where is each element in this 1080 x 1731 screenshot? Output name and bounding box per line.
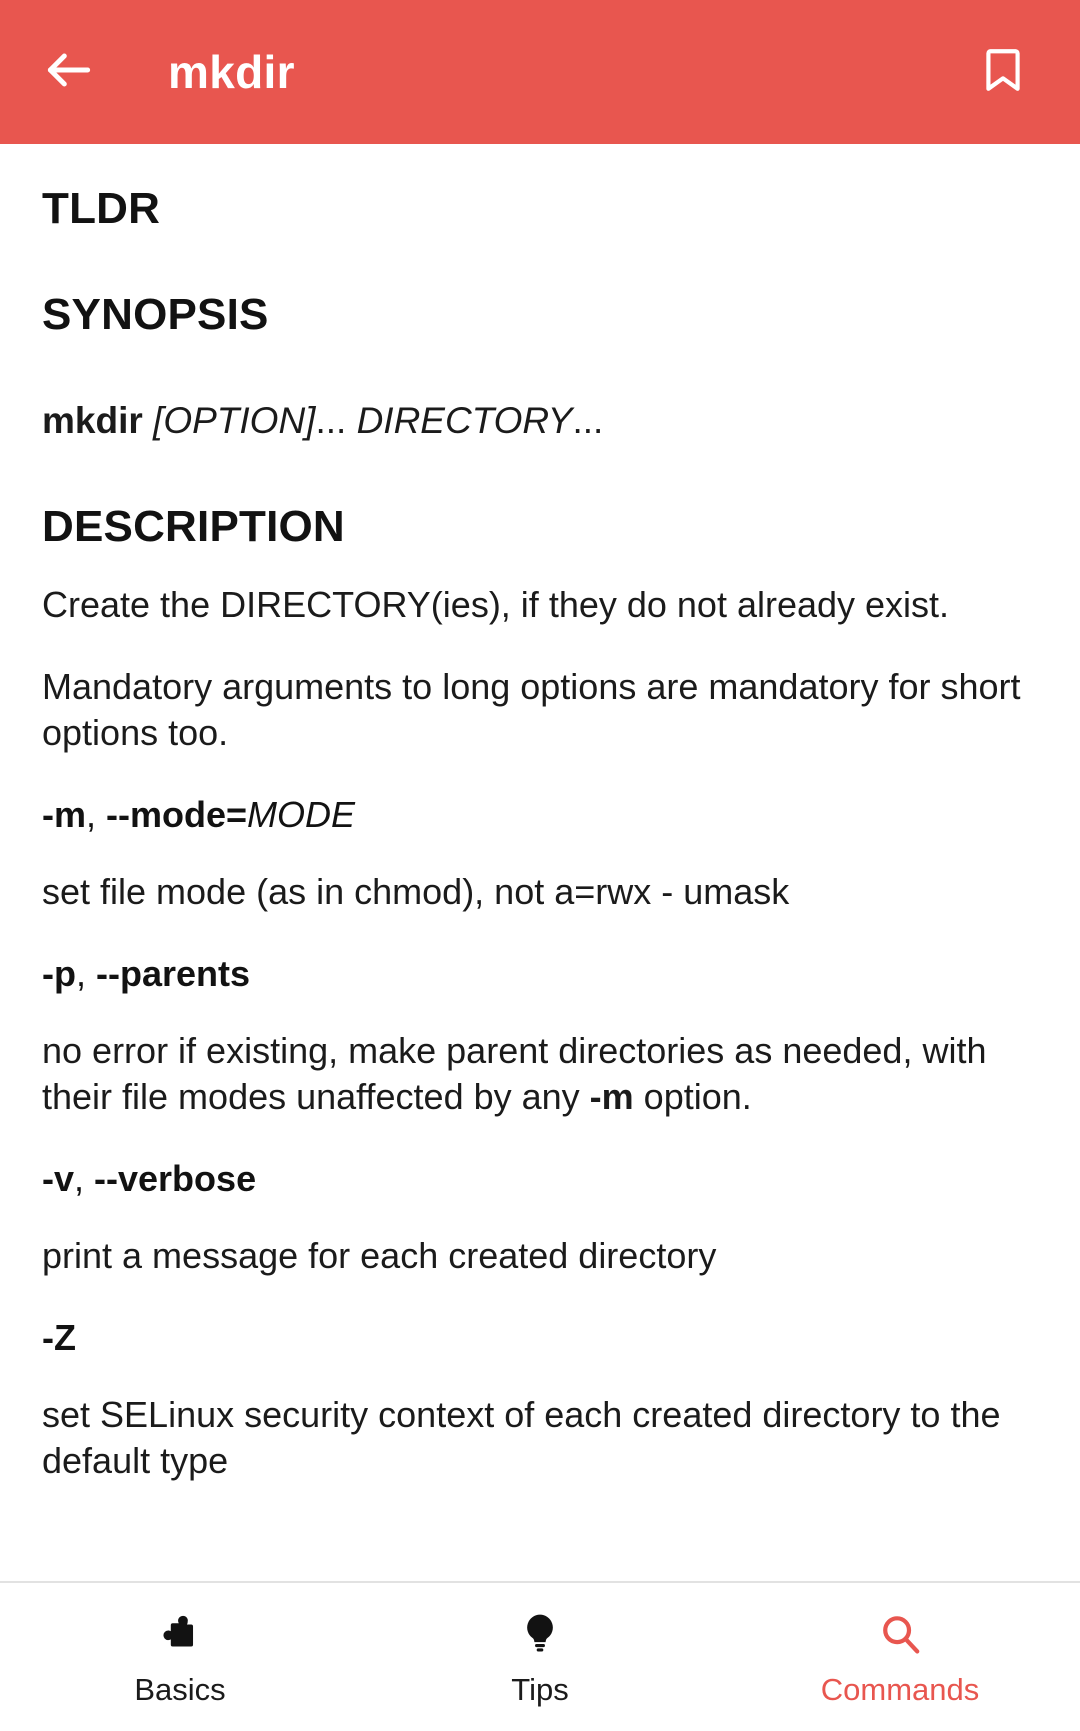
option-long-v: --verbose [94, 1158, 257, 1199]
option-desc-v: print a message for each created directory [42, 1234, 717, 1276]
heading-description: DESCRIPTION [42, 501, 345, 551]
description-intro: Create the DIRECTORY(ies), if they do not already exist. [42, 583, 950, 625]
synopsis-directory: DIRECTORY [356, 400, 573, 441]
arrow-left-icon [41, 42, 97, 103]
back-button[interactable] [38, 41, 100, 103]
option-sep-p: , [75, 953, 96, 995]
option-term-v [42, 1156, 1038, 1203]
nav-item-tips[interactable] [360, 1606, 720, 1708]
option-desc-p-flag: -m [589, 1075, 634, 1117]
option-desc-m: set file mode (as in chmod), not a=rwx - umask [42, 870, 790, 912]
option-equals-m: = [226, 794, 248, 836]
option-short-v: -v [42, 1158, 75, 1199]
bottom-navigation [0, 1581, 1080, 1731]
description-note: Mandatory arguments to long options are mandatory for short options too. [42, 666, 1021, 754]
nav-label-basics: Basics [134, 1672, 226, 1707]
option-term-z [42, 1315, 1038, 1362]
option-long-p: --parents [96, 953, 251, 995]
synopsis-option-suffix: ... [315, 400, 347, 441]
page-title: mkdir [168, 46, 295, 98]
option-desc-p-part1: no error if existing, make parent directories as needed, with their file modes unaffected by any [42, 1029, 987, 1117]
puzzle-piece-icon [157, 1606, 203, 1658]
heading-synopsis: SYNOPSIS [42, 290, 269, 339]
option-sep-v: , [74, 1158, 95, 1199]
search-icon [877, 1606, 923, 1658]
nav-label-commands: Commands [820, 1672, 980, 1707]
bookmark-icon [978, 43, 1028, 102]
option-sep-m: , [86, 794, 107, 836]
nav-label-tips: Tips [511, 1672, 569, 1707]
option-short-z: -Z [42, 1316, 76, 1358]
synopsis-option: [OPTION] [153, 400, 316, 441]
option-desc-p [42, 1028, 1038, 1120]
manual-content[interactable] [0, 144, 1080, 1581]
synopsis-line [42, 396, 1038, 446]
option-short-p: -p [42, 953, 76, 995]
option-term-m [42, 792, 1038, 839]
option-short-m: -m [42, 794, 86, 836]
synopsis-directory-suffix: ... [572, 400, 604, 441]
nav-item-commands[interactable] [720, 1606, 1080, 1708]
option-desc-p-part2: option. [633, 1075, 752, 1117]
option-term-p [42, 951, 1038, 998]
heading-tldr: TLDR [42, 184, 161, 233]
option-desc-z: set SELinux security context of each created directory to the default type [42, 1393, 1001, 1481]
nav-item-basics[interactable] [0, 1606, 360, 1708]
option-arg-m: MODE [247, 794, 356, 836]
bookmark-button[interactable] [972, 41, 1034, 103]
synopsis-command: mkdir [42, 400, 143, 441]
app-bar [0, 0, 1080, 144]
lightbulb-icon [518, 1606, 562, 1658]
option-long-m: --mode [106, 794, 227, 836]
